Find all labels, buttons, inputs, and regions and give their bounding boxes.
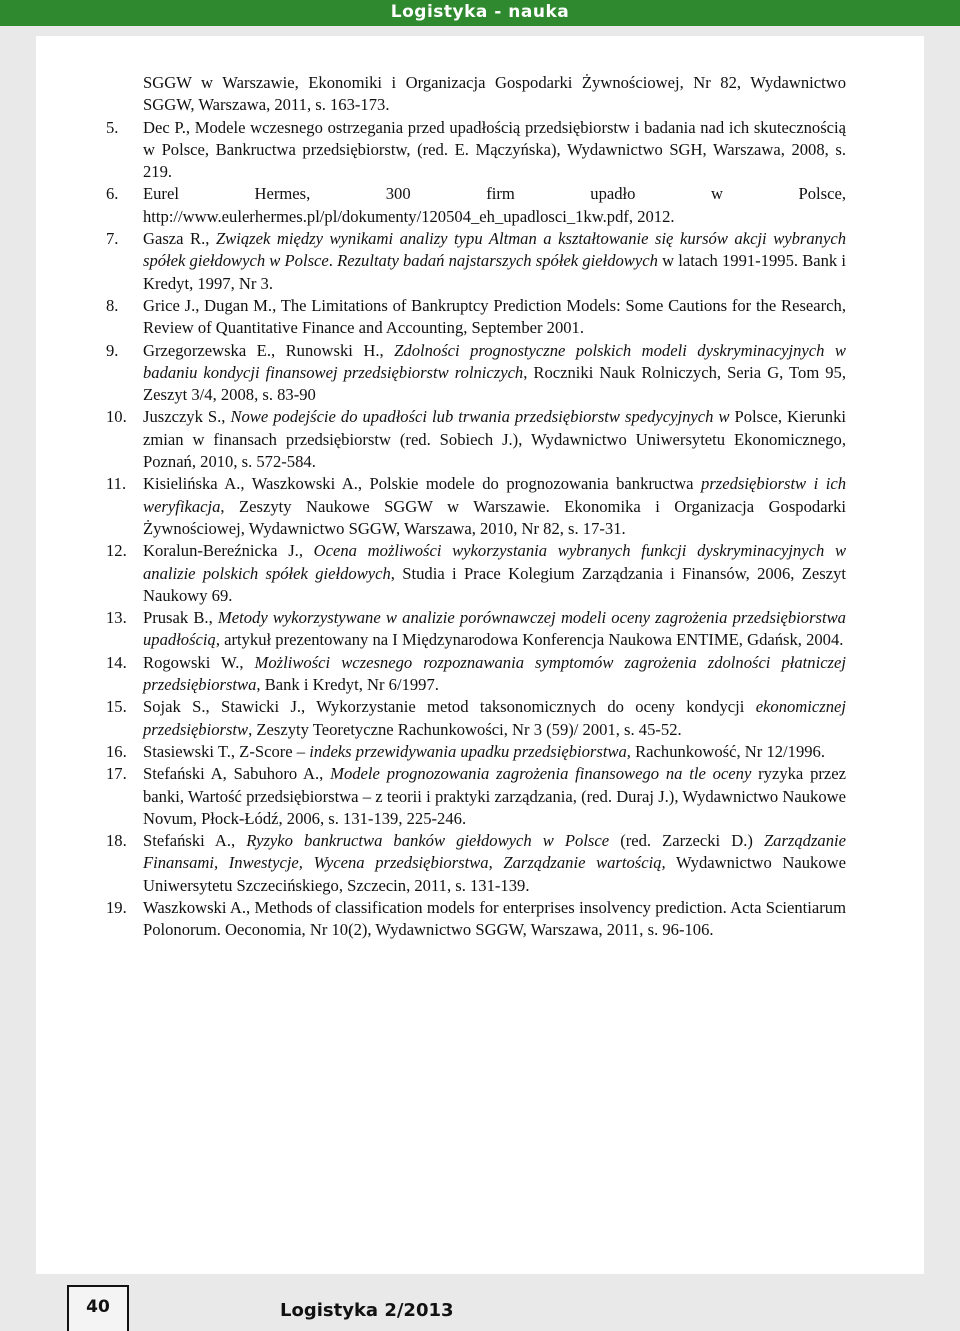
reference-plain-text: Stasiewski T., Z-Score – xyxy=(143,741,310,761)
reference-number: 15. xyxy=(106,697,127,717)
reference-plain-text: Kisielińska A., Waszkowski A., Polskie modele do prognozowania bankructwa xyxy=(143,474,702,494)
reference-list xyxy=(106,72,846,942)
reference-text xyxy=(143,406,846,473)
reference-number: 7. xyxy=(106,229,119,249)
reference-plain-text: Koralun-Bereźnicka J., xyxy=(143,541,314,561)
reference-plain-text: Rogowski W., xyxy=(143,652,255,672)
journal-footer: Logistyka 2/2013 xyxy=(280,1300,454,1321)
reference-italic-text: Modele prognozowania zagrożenia finansowego na tle oceny xyxy=(330,764,752,784)
reference-plain-text: Rachunkowość, Nr 12/1996. xyxy=(630,741,825,761)
reference-number: 12. xyxy=(106,541,127,561)
reference-plain-text: , artykuł prezentowany na I Międzynarodowa Konferencja Naukowa ENTIME, Gdańsk, 2004. xyxy=(215,630,844,650)
reference-italic-text: Ryzyko bankructwa banków giełdowych w Polsce xyxy=(246,831,610,851)
reference-item xyxy=(106,228,846,295)
reference-italic-text: indeks przewidywania upadku przedsiębiorstwa, xyxy=(309,741,631,761)
reference-number: 11. xyxy=(106,474,127,494)
reference-italic-text: Metody wykorzystywane w analizie porównawczej modeli oceny zagrożenia przedsiębiorstwa upadłością xyxy=(143,608,846,650)
reference-italic-text: przedsiębiorstw i ich weryfikacja xyxy=(143,474,846,516)
reference-number: 17. xyxy=(106,764,127,784)
reference-text xyxy=(143,228,846,295)
reference-number: 9. xyxy=(106,340,119,360)
reference-number: 14. xyxy=(106,652,127,672)
reference-plain-text: . xyxy=(328,251,338,271)
reference-text xyxy=(143,117,846,184)
reference-item xyxy=(106,607,846,652)
reference-italic-text: Rezultaty badań najstarszych spółek giełdowych xyxy=(337,251,658,271)
reference-plain-text: Stefański A, Sabuhoro A., xyxy=(143,764,331,784)
reference-plain-text: ryzyka przez banki, Wartość przedsiębiorstwa – z teorii i praktyki zarządzania, (red. Duraj J.), Wydawnictwo Naukowe Novum, Płock-Łódź, 2006, s. 131-139, 225-246. xyxy=(143,764,846,828)
reference-text xyxy=(143,340,846,407)
reference-plain-text: Stefański A., xyxy=(143,831,247,851)
reference-item xyxy=(106,763,846,830)
reference-number: 19. xyxy=(106,897,127,917)
reference-number: 18. xyxy=(106,831,127,851)
reference-italic-text: Możliwości wczesnego rozpoznawania symptomów zagrożenia zdolności płatniczej przedsiębiorstwa xyxy=(143,652,846,695)
reference-plain-text: , Studia i Prace Kolegium Zarządzania i Finansów, 2006, Zeszyt Naukowy 69. xyxy=(143,563,846,605)
reference-italic-text: ekonomicznej przedsiębiorstw xyxy=(143,697,846,739)
reference-italic-text: Nowe podejście do upadłości lub trwania przedsiębiorstw spedycyjnych w xyxy=(230,407,730,427)
reference-plain-text: , Bank i Kredyt, Nr 6/1997. xyxy=(256,675,439,695)
reference-item xyxy=(106,340,846,407)
reference-plain-text: (red. Zarzecki D.) xyxy=(609,831,764,851)
reference-text xyxy=(143,830,846,897)
reference-plain-text: Juszczyk S., xyxy=(143,407,231,427)
reference-text xyxy=(143,72,846,117)
reference-plain-text: Polsce, Kierunki zmian w finansach przedsiębiorstw (red. Sobiech J.), Wydawnictwo Uniwersytetu Ekonomicznego, Poznań, 2010, s. 572-584. xyxy=(143,407,846,472)
header-title: Logistyka - nauka xyxy=(390,2,570,22)
reference-item xyxy=(106,652,846,697)
page-number-box xyxy=(67,1285,129,1331)
reference-plain-text: Prusak B., xyxy=(143,608,218,628)
reference-number: 6. xyxy=(106,184,119,204)
reference-item xyxy=(106,696,846,741)
header-bar xyxy=(0,0,960,26)
reference-plain-text: Dec P., Modele wczesnego ostrzegania przed upadłością przedsiębiorstw i badania nad ich skutecznością w Polsce, Bankructwa przedsiębiorstw, (red. E. Mączyńska), Wydawnictwo SGH, Warszawa, 2008, s. 219. xyxy=(143,117,846,182)
reference-plain-text: Grice J., Dugan M., The Limitations of Bankruptcy Prediction Models: Some Cautions for the Research, Review of Quantitative Finance and Accounting, September 2001. xyxy=(143,295,846,338)
page-number: 40 xyxy=(86,1297,110,1317)
reference-text xyxy=(143,473,846,540)
reference-text xyxy=(143,183,846,228)
reference-item xyxy=(106,183,846,228)
reference-number: 16. xyxy=(106,741,127,761)
reference-plain-text: Eurel Hermes, 300 firm upadło w Polsce, http://www.eulerhermes.pl/pl/dokumenty/120504_eh_upadlosci_1kw.pdf, 2012. xyxy=(143,184,846,226)
reference-item xyxy=(106,897,846,942)
reference-item xyxy=(106,117,846,184)
reference-text xyxy=(143,540,846,607)
reference-text xyxy=(143,696,846,741)
reference-number: 8. xyxy=(106,295,119,315)
reference-italic-text: Związek między wynikami analizy typu Altman a kształtowanie się kursów akcji wybranych spółek giełdowych w Polsce xyxy=(143,229,846,271)
reference-plain-text: Sojak S., Stawicki J., Wykorzystanie metod taksonomicznych do oceny kondycji xyxy=(143,697,756,717)
reference-italic-text: Ocena możliwości wykorzystania wybranych funkcji dyskryminacyjnych w analizie polskich spółek giełdowych xyxy=(143,541,847,583)
reference-plain-text: Waszkowski A., Methods of classification models for enterprises insolvency prediction. Acta Scientiarum Polonorum. Oeconomia, Nr 10(2), Wydawnictwo SGGW, Warszawa, 2011, s. 96-106. xyxy=(143,897,846,940)
reference-number: 13. xyxy=(106,608,127,628)
reference-plain-text: Grzegorzewska E., Runowski H., xyxy=(143,340,395,360)
reference-plain-text: , Zeszyty Naukowe SGGW w Warszawie. Ekonomika i Organizacja Gospodarki Żywnościowej, Wydawnictwo SGGW, Warszawa, 2010, Nr 82, s. 17-31. xyxy=(143,496,846,538)
reference-plain-text: w latach 1991-1995. Bank i Kredyt, 1997, Nr 3. xyxy=(143,251,847,293)
reference-item xyxy=(106,540,846,607)
reference-plain-text: , Zeszyty Teoretyczne Rachunkowości, Nr 3 (59)/ 2001, s. 45-52. xyxy=(248,719,682,739)
reference-item xyxy=(106,741,846,763)
reference-plain-text: SGGW w Warszawie, Ekonomiki i Organizacja Gospodarki Żywnościowej, Nr 82, Wydawnictwo SGGW, Warszawa, 2011, s. 163-173. xyxy=(143,73,846,115)
reference-number: 5. xyxy=(106,117,119,137)
reference-text xyxy=(143,741,846,763)
reference-text xyxy=(143,607,846,652)
reference-plain-text: , Roczniki Nauk Rolniczych, Seria G, Tom 95, Zeszyt 3/4, 2008, s. 83-90 xyxy=(143,362,846,405)
reference-italic-text: Zarządzanie Finansami, Inwestycje, Wycena przedsiębiorstwa, Zarządzanie wartością, xyxy=(143,831,846,873)
reference-plain-text: Wydawnictwo Naukowe Uniwersytetu Szczecińskiego, Szczecin, 2011, s. 131-139. xyxy=(143,853,846,895)
reference-item xyxy=(106,473,846,540)
reference-item xyxy=(106,406,846,473)
reference-italic-text: Zdolności prognostyczne polskich modeli dyskryminacyjnych w badaniu kondycji finansowej przedsiębiorstw rolniczych xyxy=(143,340,846,382)
reference-item xyxy=(106,72,846,117)
reference-plain-text: Gasza R., xyxy=(143,229,216,249)
reference-item xyxy=(106,830,846,897)
reference-text xyxy=(143,763,846,830)
reference-text xyxy=(143,295,846,340)
reference-text xyxy=(143,897,846,942)
reference-number: 10. xyxy=(106,407,127,427)
reference-text xyxy=(143,652,846,697)
reference-item xyxy=(106,295,846,340)
